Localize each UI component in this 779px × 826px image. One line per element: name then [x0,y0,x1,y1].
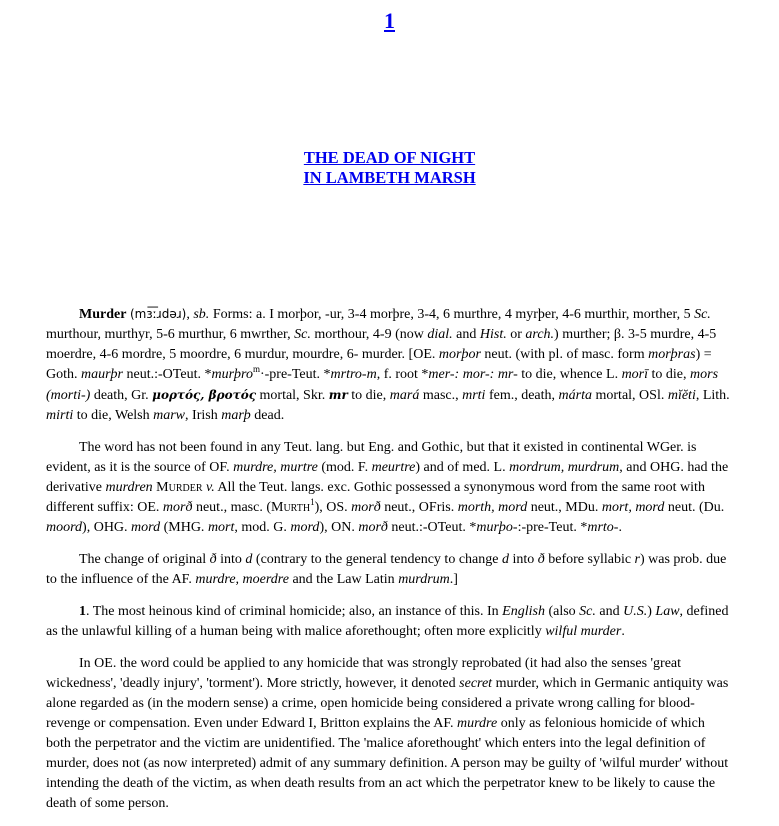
sense-1-paragraph: 1. The most heinous kind of criminal homicide; also, an instance of this. In English (also Sc. and U.S.) Law, defined as the unlawful killing of a human being with malice aforethought; often more explicitly wilful murder. [46,604,729,639]
sense-sc: Sc. [579,604,596,619]
pronunciation: (mɜ͞ːɹdəɹ) [129,307,187,321]
title-link-line1[interactable]: THE DEAD OF NIGHT [303,148,476,167]
etymology-paragraph: Murder (mɜ͞ːɹdəɹ), sb. Forms: a. I morþor, -ur, 3-4 morþre, 3-4, 6 murthre, 4 myrþer, 4-6 murthir, morther, 5 Sc. murthour, murthyr, 5-6 murthur, 6 mwrther, Sc. morthour, 4-9 (now dial. and Hist. or arch.) murther; β. 3-5 murdre, 4-5 moerdre, 4-6 mordre, 5 moordre, 6 murdur, mourdre, 6- murder. [OE. morþor neut. (with pl. of masc. form morþras) = Goth. maurþr neut.:-OTeut. *murþro$^m$·-pre-Teut. *mrtro-m, f. root *mer-: mor-: mr- to die, whence L. morī to die, mors (morti-) death, Gr. μορτός, βροτός mortal, Skr. mr to die, mará masc., mrti fem., death, márta mortal, OSl. mĭĕti, Lith. mirti to die, Welsh marw, Irish marþ dead. [46,307,730,423]
page-number [0,8,779,34]
sense-law: Law [655,604,680,619]
forms-label: Forms: [212,307,253,322]
sense-number: 1 [79,604,86,619]
part-of-speech: sb. [193,307,210,322]
sense-english: English [502,604,545,619]
sense-wilful: wilful murder [545,624,622,639]
gothic-paragraph: The word has not been found in any Teut. lang. but Eng. and Gothic, but that it existed in continental WGer. is evident, as it is the source of OF. murdre, murtre (mod. F. meurtre) and of med. L. mordrum, murdrum, and OHG. had the derivative murdren Murder v. All the Teut. langs. exc. Gothic possessed a synonymous word from the same root with different suffix: OE. morð neut., masc. (Murth$^1$), OS. morð neut., OFris. morth, mord neut., MDu. mort, mord neut. (Du. moord), OHG. mord (MHG. mort, mod. G. mord), ON. morð neut.:-OTeut. *murþo-:-pre-Teut. *mrto-. [46,440,729,535]
change-paragraph: The change of original ð into d (contrary to the general tendency to change d into ð before syllabic r) was prob. due to the influence of the AF. murdre, moerdre and the Law Latin murdrum.] [46,552,727,587]
title-link-line2[interactable]: IN LAMBETH MARSH [303,168,476,187]
dictionary-entry [46,304,732,826]
sense-us: U.S. [623,604,648,619]
page-number-link[interactable]: 1 [384,8,395,33]
page-title [0,148,779,188]
oe-paragraph: In OE. the word could be applied to any homicide that was strongly reprobated (it had also the senses 'great wickedness', 'deadly injury', 'torment'). More strictly, however, it denoted secret murder, which in Germanic antiquity was alone regarded as (in the modern sense) a crime, open homicide being considered a private wrong calling for blood-revenge or compensation. Even under Edward I, Britton explains the AF. murdre only as felonious homicide of which both the perpetrator and the victim are unidentified. The 'malice aforethought' which enters into the legal definition of murder, does not (as now interpreted) admit of any summary definition. A person may be guilty of 'wilful murder' without intending the death of the victim, as when death results from an act which the perpetrator knew to be likely to cause the death of some person. [46,656,729,811]
headword: Murder [79,307,127,322]
